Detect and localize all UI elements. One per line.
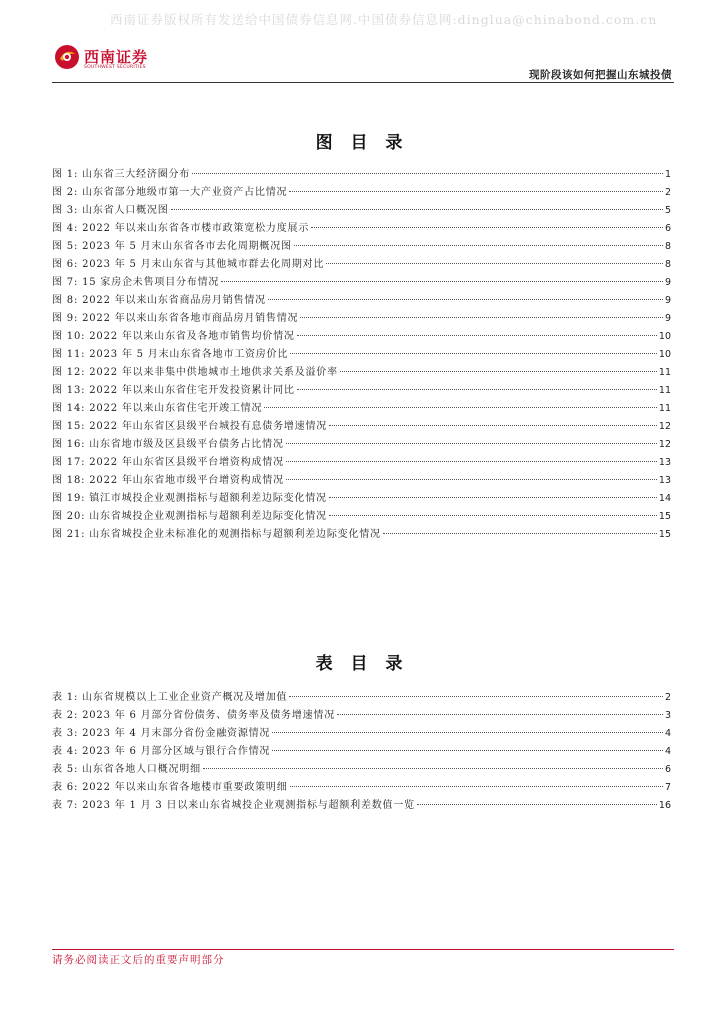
figure-entry[interactable] [52,436,671,454]
table-entry-page: 7 [664,782,671,793]
dot-leader [329,515,657,516]
figures-list [52,166,671,544]
figure-entry[interactable] [52,238,671,256]
figure-entry-page: 1 [664,169,671,180]
figure-entry[interactable] [52,202,671,220]
dot-leader [337,714,663,715]
figure-entry-label: 图 10: 2022 年以来山东省及各地市销售均价情况 [52,331,295,342]
figure-entry-label: 图 12: 2022 年以来非集中供地城市土地供求关系及溢价率 [52,367,338,378]
figure-entry-label: 图 14: 2022 年以来山东省住宅开竣工情况 [52,403,263,414]
table-entry-label: 表 4: 2023 年 6 月部分区域与银行合作情况 [52,746,271,757]
figure-entry-page: 12 [658,421,671,432]
dot-leader [264,407,657,408]
table-entry-label: 表 2: 2023 年 6 月部分省份债务、债务率及债务增速情况 [52,710,336,721]
figure-entry-label: 图 11: 2023 年 5 月末山东省各地市工资房价比 [52,349,289,360]
dot-leader [294,245,663,246]
figure-entry[interactable] [52,256,671,274]
figure-entry-page: 5 [664,205,671,216]
figure-entry[interactable] [52,328,671,346]
figure-entry[interactable] [52,346,671,364]
dot-leader [286,479,657,480]
dot-leader [203,768,663,769]
figure-entry[interactable] [52,274,671,292]
dot-leader [311,227,663,228]
dot-leader [417,804,657,805]
dot-leader [300,317,663,318]
figure-entry[interactable] [52,382,671,400]
figure-entry-label: 图 2: 山东省部分地级市第一大产业资产占比情况 [52,187,288,198]
footer-disclaimer: 请务必阅读正文后的重要声明部分 [52,954,225,966]
figure-entry-page: 9 [664,277,671,288]
figure-entry-label: 图 9: 2022 年以来山东省各地市商品房月销售情况 [52,313,299,324]
figure-entry-label: 图 19: 镇江市城投企业观测指标与超额利差边际变化情况 [52,493,327,504]
dot-leader [289,191,663,192]
dot-leader [289,696,663,697]
tables-list [52,689,671,815]
figure-entry[interactable] [52,310,671,328]
dot-leader [329,497,657,498]
figures-heading: 图 目 录 [315,133,409,153]
figure-entry-label: 图 18: 2022 年山东省地市级平台增资构成情况 [52,475,284,486]
figure-entry-page: 9 [664,313,671,324]
figure-entry-page: 6 [664,223,671,234]
table-entry-label: 表 1: 山东省规模以上工业企业资产概况及增加值 [52,692,288,703]
dot-leader [290,786,663,787]
figure-entry-label: 图 7: 15 家房企未售项目分布情况 [52,277,220,288]
table-entry[interactable] [52,707,671,725]
figure-entry[interactable] [52,364,671,382]
dot-leader [340,371,657,372]
figure-entry-label: 图 4: 2022 年以来山东省各市楼市政策宽松力度展示 [52,223,310,234]
table-entry-page: 6 [664,764,671,775]
table-entry[interactable] [52,797,671,815]
table-entry-label: 表 3: 2023 年 4 月末部分省份金融资源情况 [52,728,271,739]
figure-entry[interactable] [52,292,671,310]
figure-entry[interactable] [52,220,671,238]
footer-divider [52,949,674,950]
table-entry[interactable] [52,779,671,797]
figure-entry-page: 14 [658,493,671,504]
figure-entry-page: 15 [658,529,671,540]
figure-entry[interactable] [52,166,671,184]
figure-entry-page: 10 [658,331,671,342]
table-entry[interactable] [52,689,671,707]
figure-entry-label: 图 16: 山东省地市级及区县级平台债务占比情况 [52,439,284,450]
tables-heading: 表 目 录 [315,654,409,674]
figure-entry-label: 图 21: 山东省城投企业未标准化的观测指标与超额利差边际变化情况 [52,529,381,540]
figure-entry[interactable] [52,418,671,436]
table-entry-label: 表 7: 2023 年 1 月 3 日以来山东省城投企业观测指标与超额利差数值一览 [52,800,415,811]
table-entry-label: 表 5: 山东省各地人口概况明细 [52,764,201,775]
figure-entry-page: 11 [658,367,671,378]
header-divider [52,82,674,83]
table-entry-page: 2 [664,692,671,703]
table-entry-page: 16 [658,800,671,811]
dot-leader [383,533,657,534]
dot-leader [268,299,663,300]
figure-entry[interactable] [52,184,671,202]
figure-entry-label: 图 6: 2023 年 5 月末山东省与其他城市群去化周期对比 [52,259,325,270]
figure-entry-page: 11 [658,385,671,396]
figure-entry[interactable] [52,508,671,526]
dot-leader [297,335,657,336]
brand-name-cn: 西南证券 [84,48,149,66]
table-entry[interactable] [52,725,671,743]
figure-entry-label: 图 1: 山东省三大经济圈分布 [52,169,191,180]
figure-entry-label: 图 8: 2022 年以来山东省商品房月销售情况 [52,295,266,306]
figure-entry[interactable] [52,490,671,508]
figure-entry-page: 10 [658,349,671,360]
dot-leader [192,173,663,174]
figure-entry-label: 图 15: 2022 年山东省区县级平台城投有息债务增速情况 [52,421,328,432]
table-entry-page: 3 [664,710,671,721]
figure-entry[interactable] [52,454,671,472]
dot-leader [329,425,657,426]
figure-entry-label: 图 3: 山东省人口概况图 [52,205,169,216]
figure-entry-page: 2 [664,187,671,198]
table-entry-label: 表 6: 2022 年以来山东省各地楼市重要政策明细 [52,782,288,793]
table-entry-page: 4 [664,728,671,739]
dot-leader [297,389,657,390]
dot-leader [272,732,663,733]
figure-entry-page: 11 [658,403,671,414]
dot-leader [171,209,663,210]
watermark: 西南证券版权所有发送给中国债券信息网.中国债券信息网:dinglua@chinabond.com.cn [110,12,658,27]
figure-entry[interactable] [52,400,671,418]
figure-entry-page: 12 [658,439,671,450]
brand-emblem-icon [54,44,80,70]
figure-entry-page: 9 [664,295,671,306]
figure-entry[interactable] [52,526,671,544]
report-title: 现阶段该如何把握山东城投债 [529,69,672,81]
figure-entry-page: 8 [664,259,671,270]
figure-entry-page: 15 [658,511,671,522]
figure-entry-page: 13 [658,475,671,486]
figure-entry-label: 图 5: 2023 年 5 月末山东省各市去化周期概况图 [52,241,292,252]
figure-entry-page: 8 [664,241,671,252]
figure-entry[interactable] [52,472,671,490]
dot-leader [290,353,657,354]
dot-leader [272,750,663,751]
table-entry[interactable] [52,743,671,761]
brand-logo [54,44,164,76]
table-entry-page: 4 [664,746,671,757]
table-entry[interactable] [52,761,671,779]
dot-leader [221,281,663,282]
dot-leader [286,443,657,444]
figure-entry-label: 图 20: 山东省城投企业观测指标与超额利差边际变化情况 [52,511,327,522]
figure-entry-page: 13 [658,457,671,468]
dot-leader [326,263,663,264]
dot-leader [286,461,657,462]
figure-entry-label: 图 17: 2022 年山东省区县级平台增资构成情况 [52,457,284,468]
brand-name-en: SOUTHWEST SECURITIES [84,65,146,70]
figure-entry-label: 图 13: 2022 年以来山东省住宅开发投资累计同比 [52,385,295,396]
